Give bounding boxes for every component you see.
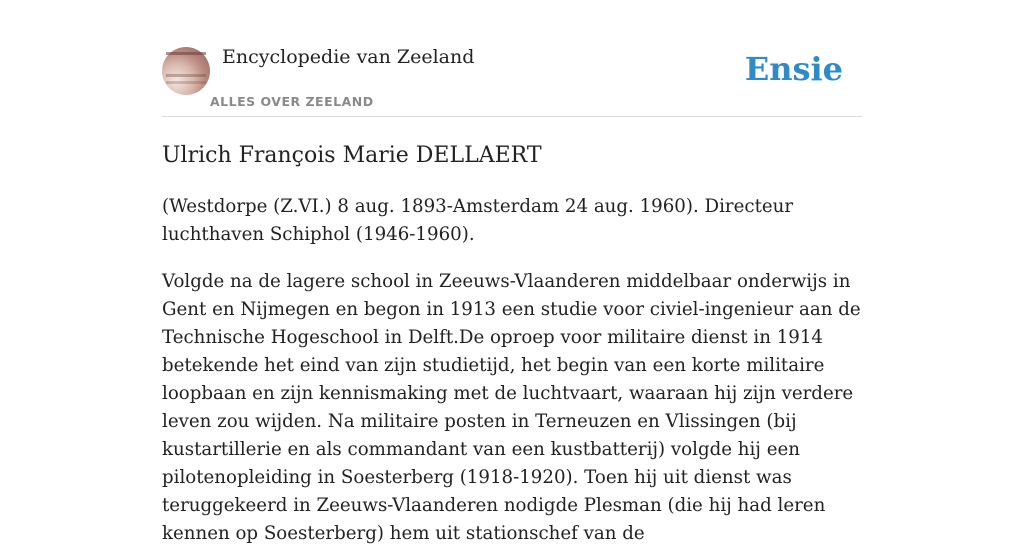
avatar-detail	[166, 74, 206, 77]
site-title-link[interactable]: Encyclopedie van Zeeland	[222, 46, 475, 68]
brand-logo-link[interactable]: Ensie	[744, 50, 843, 88]
article-paragraph: Volgde na de lagere school in Zeeuws-Vlaanderen middelbaar onderwijs in Gent en Nijmegen en begon in 1913 een studie voor civiel-ingenieur aan de Technische Hogeschool in Delft.De oproep voor militaire dienst in 1914 betekende het eind van zijn studietijd, het begin van een korte militaire loopbaan en zijn kennismaking met de luchtvaart, waaraan hij zijn verdere leven zou wijden. Na militaire posten in Terneuzen en Vlissingen (bij kustartillerie en als commandant van een kustbatterij) volgde hij een pilotenopleiding in Soesterberg (1918-1920). Toen hij uit dienst was teruggekeerd in Zeeuws-Vlaanderen nodigde Plesman (die hij had leren kennen op Soesterberg) hem uit stationschef van de	[162, 271, 861, 544]
article-paragraph: (Westdorpe (Z.VI.) 8 aug. 1893-Amsterdam 24 aug. 1960). Directeur luchthaven Schiphol (1946-1960).	[162, 196, 794, 245]
site-subtitle: ALLES OVER ZEELAND	[210, 94, 374, 109]
article-title: Ulrich François Marie DELLAERT	[162, 143, 542, 168]
article	[162, 134, 864, 548]
site-avatar[interactable]	[162, 47, 210, 95]
avatar-detail	[166, 81, 206, 84]
avatar-detail	[166, 52, 206, 55]
site-header	[162, 44, 862, 117]
